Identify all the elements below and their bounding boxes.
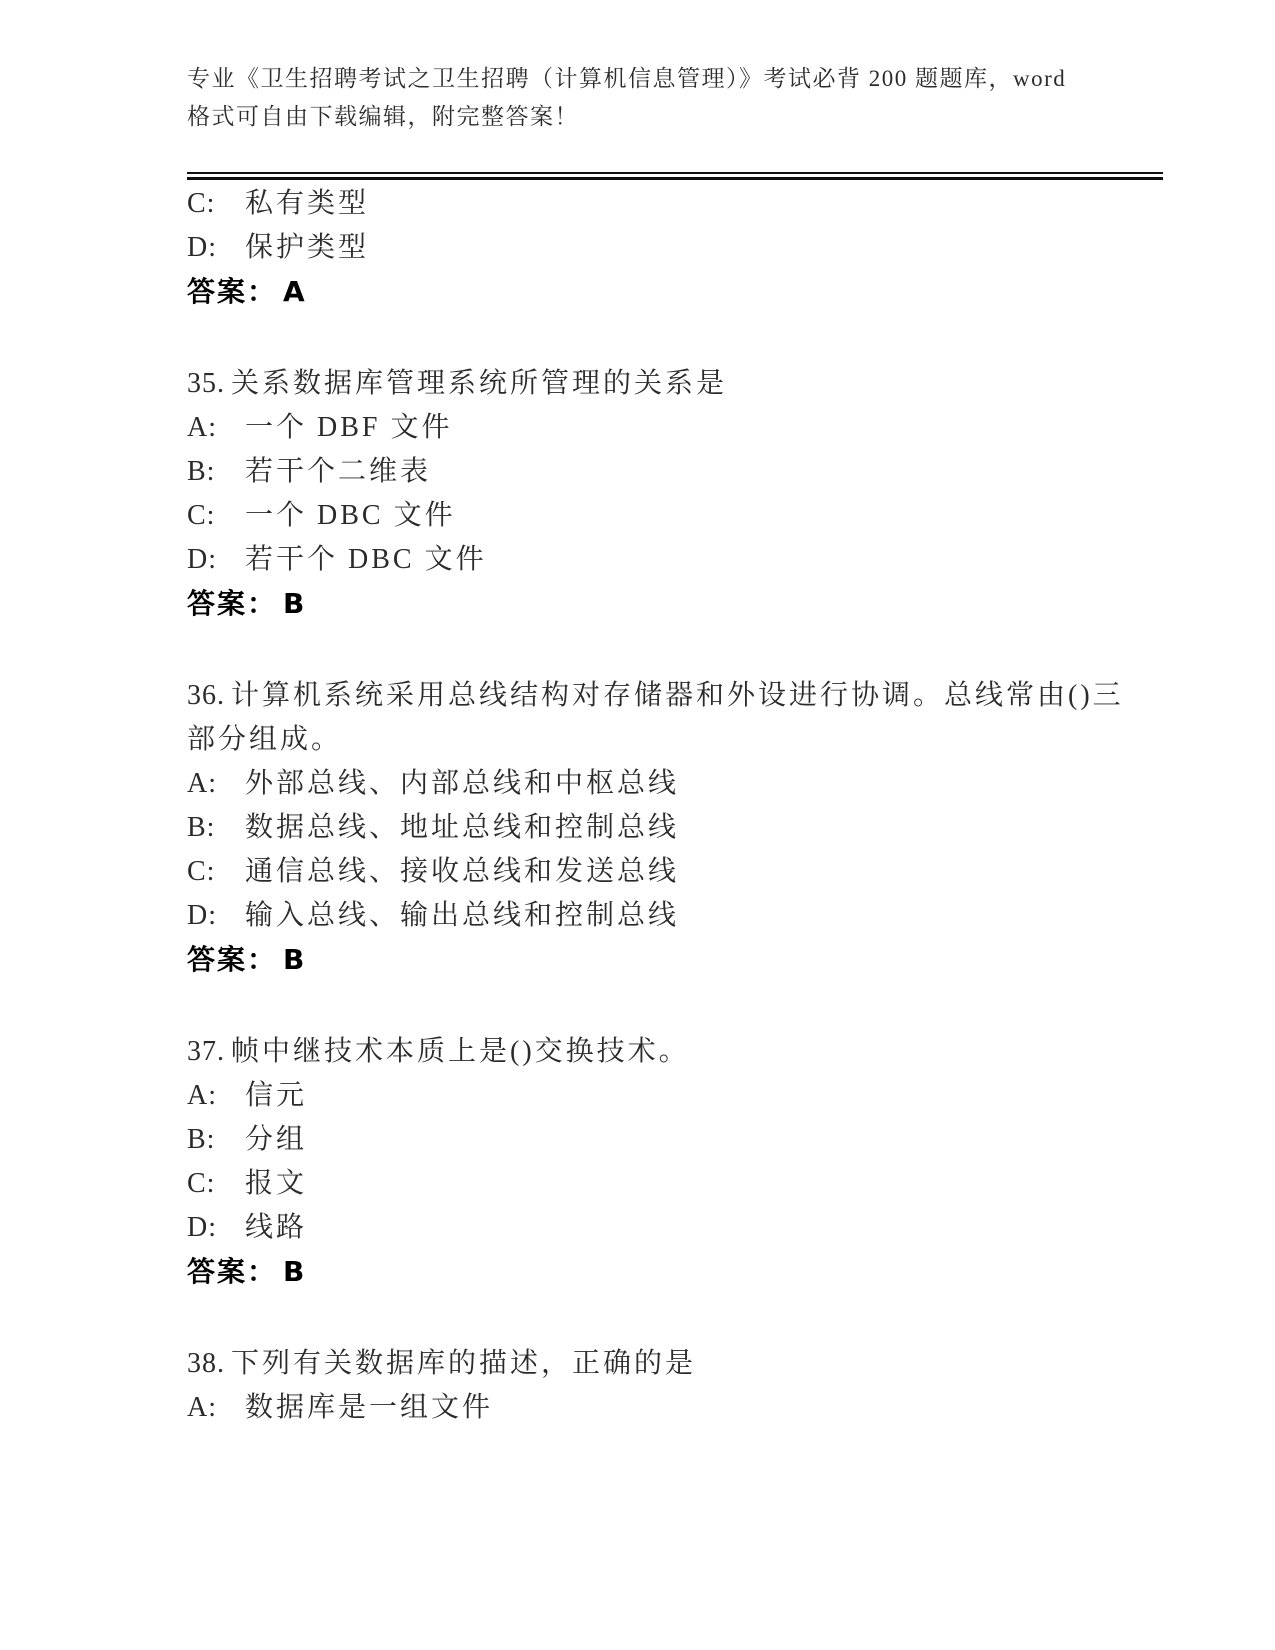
- option-label: A:: [187, 1392, 217, 1423]
- answer-value: B: [283, 587, 307, 620]
- question-text: 下列有关数据库的描述，正确的是: [231, 1348, 697, 1379]
- option-text: 数据总线、地址总线和控制总线: [245, 812, 680, 843]
- question-number: 35.: [187, 368, 225, 399]
- option-label: A:: [187, 412, 217, 443]
- option-line-d: [187, 1206, 1163, 1250]
- option-line-a: [187, 406, 1163, 450]
- option-line-b: [187, 806, 1163, 850]
- option-text: 线路: [245, 1212, 308, 1243]
- option-label: D:: [187, 232, 217, 263]
- option-text: 一个 DBF 文件: [245, 412, 453, 443]
- option-line-b: [187, 1118, 1163, 1162]
- option-line-d: [187, 226, 1163, 270]
- option-line-c: [187, 1162, 1163, 1206]
- option-label: A:: [187, 768, 217, 799]
- header-line-1: 专业《卫生招聘考试之卫生招聘（计算机信息管理）》考试必背 200 题题库，word: [187, 66, 1067, 91]
- question-block-38: [187, 1342, 1163, 1430]
- question-text: 帧中继技术本质上是()交换技术。: [231, 1036, 690, 1067]
- option-line-a: [187, 762, 1163, 806]
- option-label: D:: [187, 544, 217, 575]
- question-block-37: [187, 1030, 1163, 1294]
- option-line-b: [187, 450, 1163, 494]
- answer-line: [187, 938, 1163, 982]
- option-label: A:: [187, 1080, 217, 1111]
- header-divider-rule: [187, 172, 1163, 180]
- option-text: 若干个二维表: [245, 456, 432, 487]
- option-label: C:: [187, 188, 216, 219]
- question-block-36: [187, 674, 1163, 982]
- option-line-c: [187, 182, 1163, 226]
- option-text: 外部总线、内部总线和中枢总线: [245, 768, 680, 799]
- option-label: C:: [187, 500, 216, 531]
- header-line-2: 格式可自由下载编辑，附完整答案！: [187, 104, 579, 129]
- option-label: D:: [187, 900, 217, 931]
- answer-value: A: [283, 275, 307, 308]
- option-line-d: [187, 894, 1163, 938]
- answer-value: B: [283, 943, 307, 976]
- question-number: 38.: [187, 1348, 225, 1379]
- option-label: B:: [187, 812, 216, 843]
- question-number: 36.: [187, 680, 225, 711]
- answer-value: B: [283, 1255, 307, 1288]
- question-text-continued: 部分组成。: [187, 724, 343, 755]
- option-text: 输入总线、输出总线和控制总线: [245, 900, 680, 931]
- question-number: 37.: [187, 1036, 225, 1067]
- option-text: 信元: [245, 1080, 308, 1111]
- option-line-c: [187, 850, 1163, 894]
- option-text: 保护类型: [245, 232, 370, 263]
- question-block-partial: [187, 182, 1163, 314]
- option-label: D:: [187, 1212, 217, 1243]
- answer-line: [187, 1250, 1163, 1294]
- answer-prefix: 答案：: [187, 1255, 278, 1288]
- answer-prefix: 答案：: [187, 275, 278, 308]
- option-text: 数据库是一组文件: [245, 1392, 494, 1423]
- option-label: C:: [187, 856, 216, 887]
- option-text: 若干个 DBC 文件: [245, 544, 487, 575]
- option-label: B:: [187, 1124, 216, 1155]
- option-label: C:: [187, 1168, 216, 1199]
- question-line: [187, 674, 1163, 718]
- option-text: 一个 DBC 文件: [245, 500, 456, 531]
- question-text: 计算机系统采用总线结构对存储器和外设进行协调。总线常由()三: [231, 680, 1124, 711]
- option-line-d: [187, 538, 1163, 582]
- option-text: 报文: [245, 1168, 308, 1199]
- answer-prefix: 答案：: [187, 943, 278, 976]
- questions-area: [187, 182, 1163, 1430]
- option-text: 私有类型: [245, 188, 370, 219]
- answer-prefix: 答案：: [187, 587, 278, 620]
- question-line: [187, 1342, 1163, 1386]
- question-block-35: [187, 362, 1163, 626]
- option-text: 通信总线、接收总线和发送总线: [245, 856, 680, 887]
- question-line: [187, 1030, 1163, 1074]
- option-text: 分组: [245, 1124, 308, 1155]
- option-line-a: [187, 1386, 1163, 1430]
- option-line-c: [187, 494, 1163, 538]
- answer-line: [187, 270, 1163, 314]
- document-header: [187, 60, 1163, 136]
- question-line: [187, 362, 1163, 406]
- answer-line: [187, 582, 1163, 626]
- question-text: 关系数据库管理系统所管理的关系是: [231, 368, 728, 399]
- option-label: B:: [187, 456, 216, 487]
- option-line-a: [187, 1074, 1163, 1118]
